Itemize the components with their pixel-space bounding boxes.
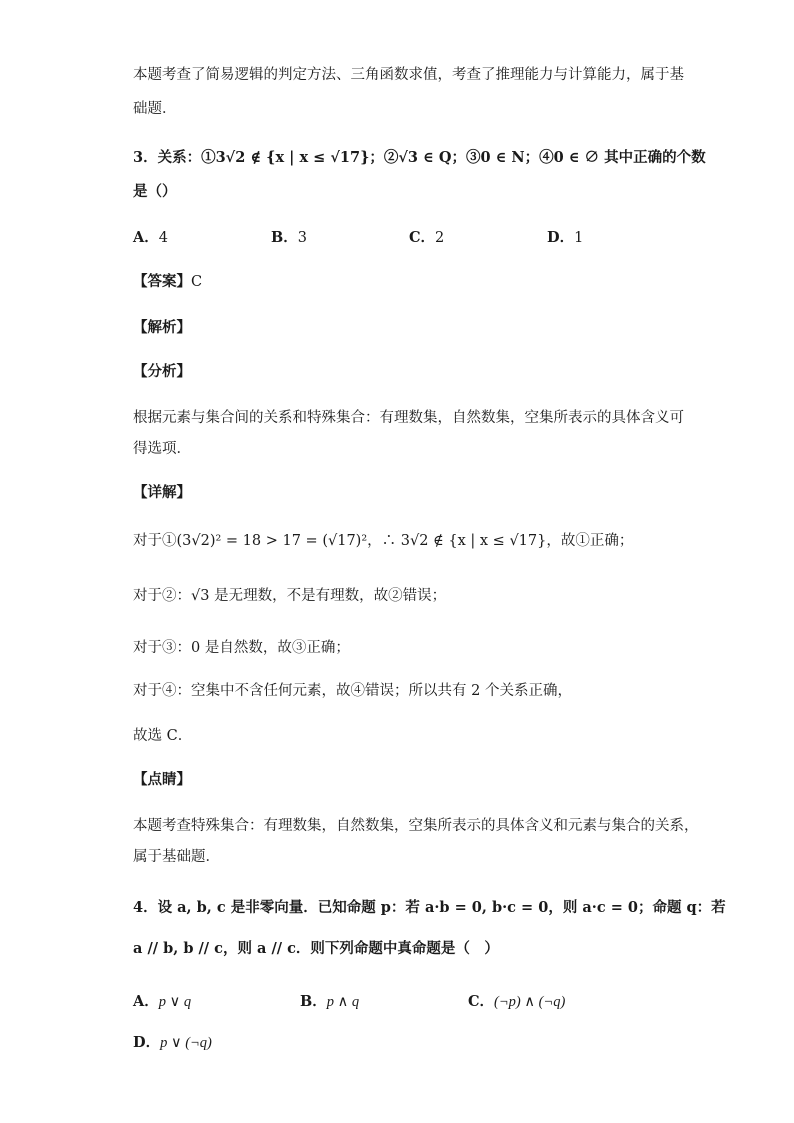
option-value: 4 <box>158 230 168 246</box>
xiangjie-label: 【详解】 <box>133 484 191 501</box>
q4-option-c <box>468 992 565 1012</box>
dianjing-label: 【点睛】 <box>133 771 191 788</box>
fenxi-line-2: 得选项． <box>133 441 191 457</box>
intro-line-2: 础题． <box>133 101 177 117</box>
dianjing-line-1: 本题考查特殊集合：有理数集，自然数集，空集所表示的具体含义和元素与集合的关系， <box>133 818 699 834</box>
q3-option-b <box>271 228 307 248</box>
fenxi-line-1: 根据元素与集合间的关系和特殊集合：有理数集，自然数集，空集所表示的具体含义可 <box>133 410 684 426</box>
q3-option-a <box>133 228 168 248</box>
detail-line-3: 对于③：0 是自然数，故③正确； <box>133 640 350 656</box>
option-value: 1 <box>574 230 584 246</box>
q4-option-d <box>133 1033 212 1053</box>
option-label: A． <box>133 229 159 246</box>
q3-stem-line-1: 3．关系：①3√2 ∉ {x | x ≤ √17}；②√3 ∈ Q；③0 ∈ N；④0 ∈ ∅ 其中正确的个数 <box>133 149 706 166</box>
option-label: C． <box>468 993 495 1010</box>
q4-stem-line-1: 4．设 a, b, c 是非零向量．已知命题 p：若 a·b = 0, b·c = 0，则 a·c = 0；命题 q：若 <box>133 899 726 916</box>
option-value: 3 <box>297 230 307 246</box>
detail-line-2: 对于②：√3 是无理数，不是有理数，故②错误； <box>133 588 447 604</box>
jiexi-label: 【解析】 <box>133 319 191 336</box>
q4-stem-line-2: a // b, b // c，则 a // c．则下列命题中真命题是（ ） <box>133 940 499 957</box>
q3-option-c <box>409 228 444 248</box>
answer-value: C <box>191 274 203 290</box>
dianjing-line-2: 属于基础题． <box>133 849 220 865</box>
detail-line-5: 故选 C． <box>133 728 193 744</box>
detail-line-1: 对于①(3√2)² = 18 > 17 = (√17)²，∴ 3√2 ∉ {x | x ≤ √17}，故①正确； <box>133 533 634 549</box>
q3-stem-line-2: 是（） <box>133 183 177 200</box>
option-value: p ∨ (¬q) <box>160 1035 212 1051</box>
detail-line-4: 对于④：空集中不含任何元素，故④错误；所以共有 2 个关系正确， <box>133 683 572 699</box>
fenxi-label: 【分析】 <box>133 363 191 380</box>
option-label: D． <box>133 1034 161 1051</box>
intro-line-1: 本题考查了简易逻辑的判定方法、三角函数求值，考查了推理能力与计算能力，属于基 <box>133 67 684 83</box>
option-value: p ∧ q <box>326 994 360 1010</box>
option-value: (¬p) ∧ (¬q) <box>494 994 566 1010</box>
option-value: 2 <box>435 230 445 246</box>
answer-label: 【答案】 <box>133 273 191 290</box>
option-label: B． <box>300 993 327 1010</box>
q4-option-a <box>133 992 191 1012</box>
q3-option-d <box>547 228 583 248</box>
q4-option-b <box>300 992 359 1012</box>
option-value: p ∨ q <box>158 994 192 1010</box>
option-label: A． <box>133 993 159 1010</box>
option-label: B． <box>271 229 298 246</box>
option-label: C． <box>409 229 436 246</box>
option-label: D． <box>547 229 575 246</box>
answer-line <box>133 272 202 292</box>
